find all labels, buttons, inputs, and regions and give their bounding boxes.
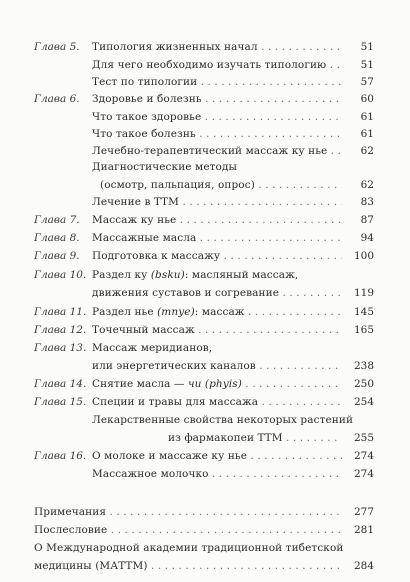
toc-entry[interactable] xyxy=(0,108,410,126)
chapter-title: Подготовка к массажу . . . xyxy=(92,247,342,265)
title-transliteration: чи (phyis) xyxy=(187,378,242,390)
title-part: Раздел нье xyxy=(92,306,158,318)
page-number: 61 xyxy=(360,128,374,140)
entry-title: Примечания . . . xyxy=(34,503,342,521)
entry-title-continued: медицины (МАТТМ) . . . xyxy=(34,557,342,575)
entry-title: Что такое здоровье . . . xyxy=(92,108,342,126)
page-number: 94 xyxy=(360,232,374,244)
toc-academy-line-2[interactable] xyxy=(0,557,410,575)
page-number: 238 xyxy=(353,360,374,372)
toc-chapter-6[interactable] xyxy=(0,90,410,108)
entry-title: Диагностические методы xyxy=(92,161,237,173)
toc-afterword[interactable] xyxy=(0,521,410,539)
toc-chapter-13-line-1[interactable] xyxy=(0,339,410,357)
page-number: 274 xyxy=(353,450,374,462)
entry-title: Массажное молочко . . . xyxy=(92,465,342,483)
page-number: 57 xyxy=(360,76,374,88)
chapter-title: Массажные масла . . . xyxy=(92,229,342,247)
toc-entry-line-1[interactable] xyxy=(0,158,410,176)
page-number: 250 xyxy=(353,378,374,390)
toc-chapter-12[interactable] xyxy=(0,321,410,339)
page-number: 274 xyxy=(353,468,374,480)
page-number: 62 xyxy=(360,145,374,157)
toc-entry[interactable] xyxy=(0,73,410,91)
chapter-title: Здоровье и болезнь . . . xyxy=(92,90,342,108)
chapter-title xyxy=(92,266,352,284)
toc-chapter-15[interactable] xyxy=(0,393,410,411)
page-number: 62 xyxy=(360,179,374,191)
title-part: Снятие масла — xyxy=(92,378,188,390)
chapter-label: Глава 7. xyxy=(34,214,80,226)
toc-academy-line-1[interactable] xyxy=(0,539,410,557)
chapter-label: Глава 13. xyxy=(34,342,87,354)
page-number: 145 xyxy=(353,306,374,318)
toc-entry[interactable] xyxy=(0,193,410,211)
chapter-title: Специи и травы для массажа . . . xyxy=(92,393,342,411)
page-number: 87 xyxy=(360,214,374,226)
entry-title: Лечебно-терапевтический массаж ку нье . . . xyxy=(92,142,342,160)
toc-chapter-11[interactable] xyxy=(0,303,410,321)
chapter-title-continued: или энергетических каналов . . . xyxy=(92,357,342,375)
title-part: Раздел ку xyxy=(92,269,151,281)
chapter-title: Типология жизненных начал . . . xyxy=(92,38,342,56)
page-number: 83 xyxy=(360,196,374,208)
toc-notes[interactable] xyxy=(0,503,410,521)
chapter-label: Глава 16. xyxy=(34,450,87,462)
page-number: 281 xyxy=(353,524,374,536)
toc-entry[interactable] xyxy=(0,56,410,74)
page-number: 255 xyxy=(353,432,374,444)
toc-entry-line-1[interactable] xyxy=(0,411,410,429)
chapter-title-continued: движения суставов и согревание . . . xyxy=(92,284,342,302)
chapter-title: О молоке и массаже ку нье . . . xyxy=(92,447,342,465)
entry-title: О Международной академии традиционной тибетской xyxy=(34,542,344,554)
toc-chapter-9[interactable] xyxy=(0,247,410,265)
toc-entry[interactable] xyxy=(0,465,410,483)
entry-title: Что такое болезнь . . . xyxy=(92,125,342,143)
chapter-label: Глава 8. xyxy=(34,232,80,244)
chapter-label: Глава 14. xyxy=(34,378,87,390)
chapter-title: Массаж ку нье . . . xyxy=(92,211,342,229)
toc-chapter-10-line-1[interactable] xyxy=(0,266,410,284)
chapter-label: Глава 12. xyxy=(34,324,87,336)
toc-chapter-8[interactable] xyxy=(0,229,410,247)
page-number: 51 xyxy=(360,59,374,71)
chapter-label: Глава 11. xyxy=(34,306,87,318)
page-number: 254 xyxy=(353,396,374,408)
page-number: 100 xyxy=(353,250,374,262)
page-number: 60 xyxy=(360,93,374,105)
toc-chapter-14[interactable] xyxy=(0,375,410,393)
page-number: 119 xyxy=(353,287,374,299)
title-part: : масляный массаж, xyxy=(184,269,299,281)
chapter-label: Глава 9. xyxy=(34,250,80,262)
toc-chapter-5[interactable] xyxy=(0,38,410,56)
toc-chapter-7[interactable] xyxy=(0,211,410,229)
toc-chapter-10-line-2[interactable] xyxy=(0,284,410,302)
page-number: 277 xyxy=(353,506,374,518)
toc-entry-line-2[interactable] xyxy=(0,176,410,194)
entry-title-continued: из фармакопеи ТТМ . . . xyxy=(168,429,342,447)
toc-entry-line-2[interactable] xyxy=(0,429,410,447)
toc-entry[interactable] xyxy=(0,125,410,143)
page-number: 51 xyxy=(360,41,374,53)
chapter-title: Точечный массаж . . . xyxy=(92,321,342,339)
chapter-label: Глава 15. xyxy=(34,396,87,408)
entry-title: Тест по типологии . . . xyxy=(92,73,342,91)
chapter-title: Массаж меридианов, xyxy=(92,342,213,354)
toc-chapter-13-line-2[interactable] xyxy=(0,357,410,375)
entry-title: Послесловие . . . xyxy=(34,521,342,539)
chapter-label: Глава 5. xyxy=(34,41,80,53)
entry-title: Лечение в ТТМ . . . xyxy=(92,193,342,211)
page-number: 165 xyxy=(353,324,374,336)
chapter-title xyxy=(92,303,342,321)
page-number: 61 xyxy=(360,111,374,123)
chapter-label: Глава 6. xyxy=(34,93,80,105)
entry-title: Для чего необходимо изучать типологию . . . xyxy=(92,56,342,74)
entry-title-continued: (осмотр, пальпация, опрос) . . . xyxy=(100,176,342,194)
title-transliteration: (bsku) xyxy=(150,269,185,281)
title-part: : массаж xyxy=(194,306,245,318)
toc-chapter-16[interactable] xyxy=(0,447,410,465)
chapter-title xyxy=(92,375,342,393)
entry-title: Лекарственные свойства некоторых растений xyxy=(92,414,354,426)
page-number: 284 xyxy=(353,560,374,572)
chapter-label: Глава 10. xyxy=(34,269,87,281)
title-transliteration: (mnye) xyxy=(157,306,195,318)
